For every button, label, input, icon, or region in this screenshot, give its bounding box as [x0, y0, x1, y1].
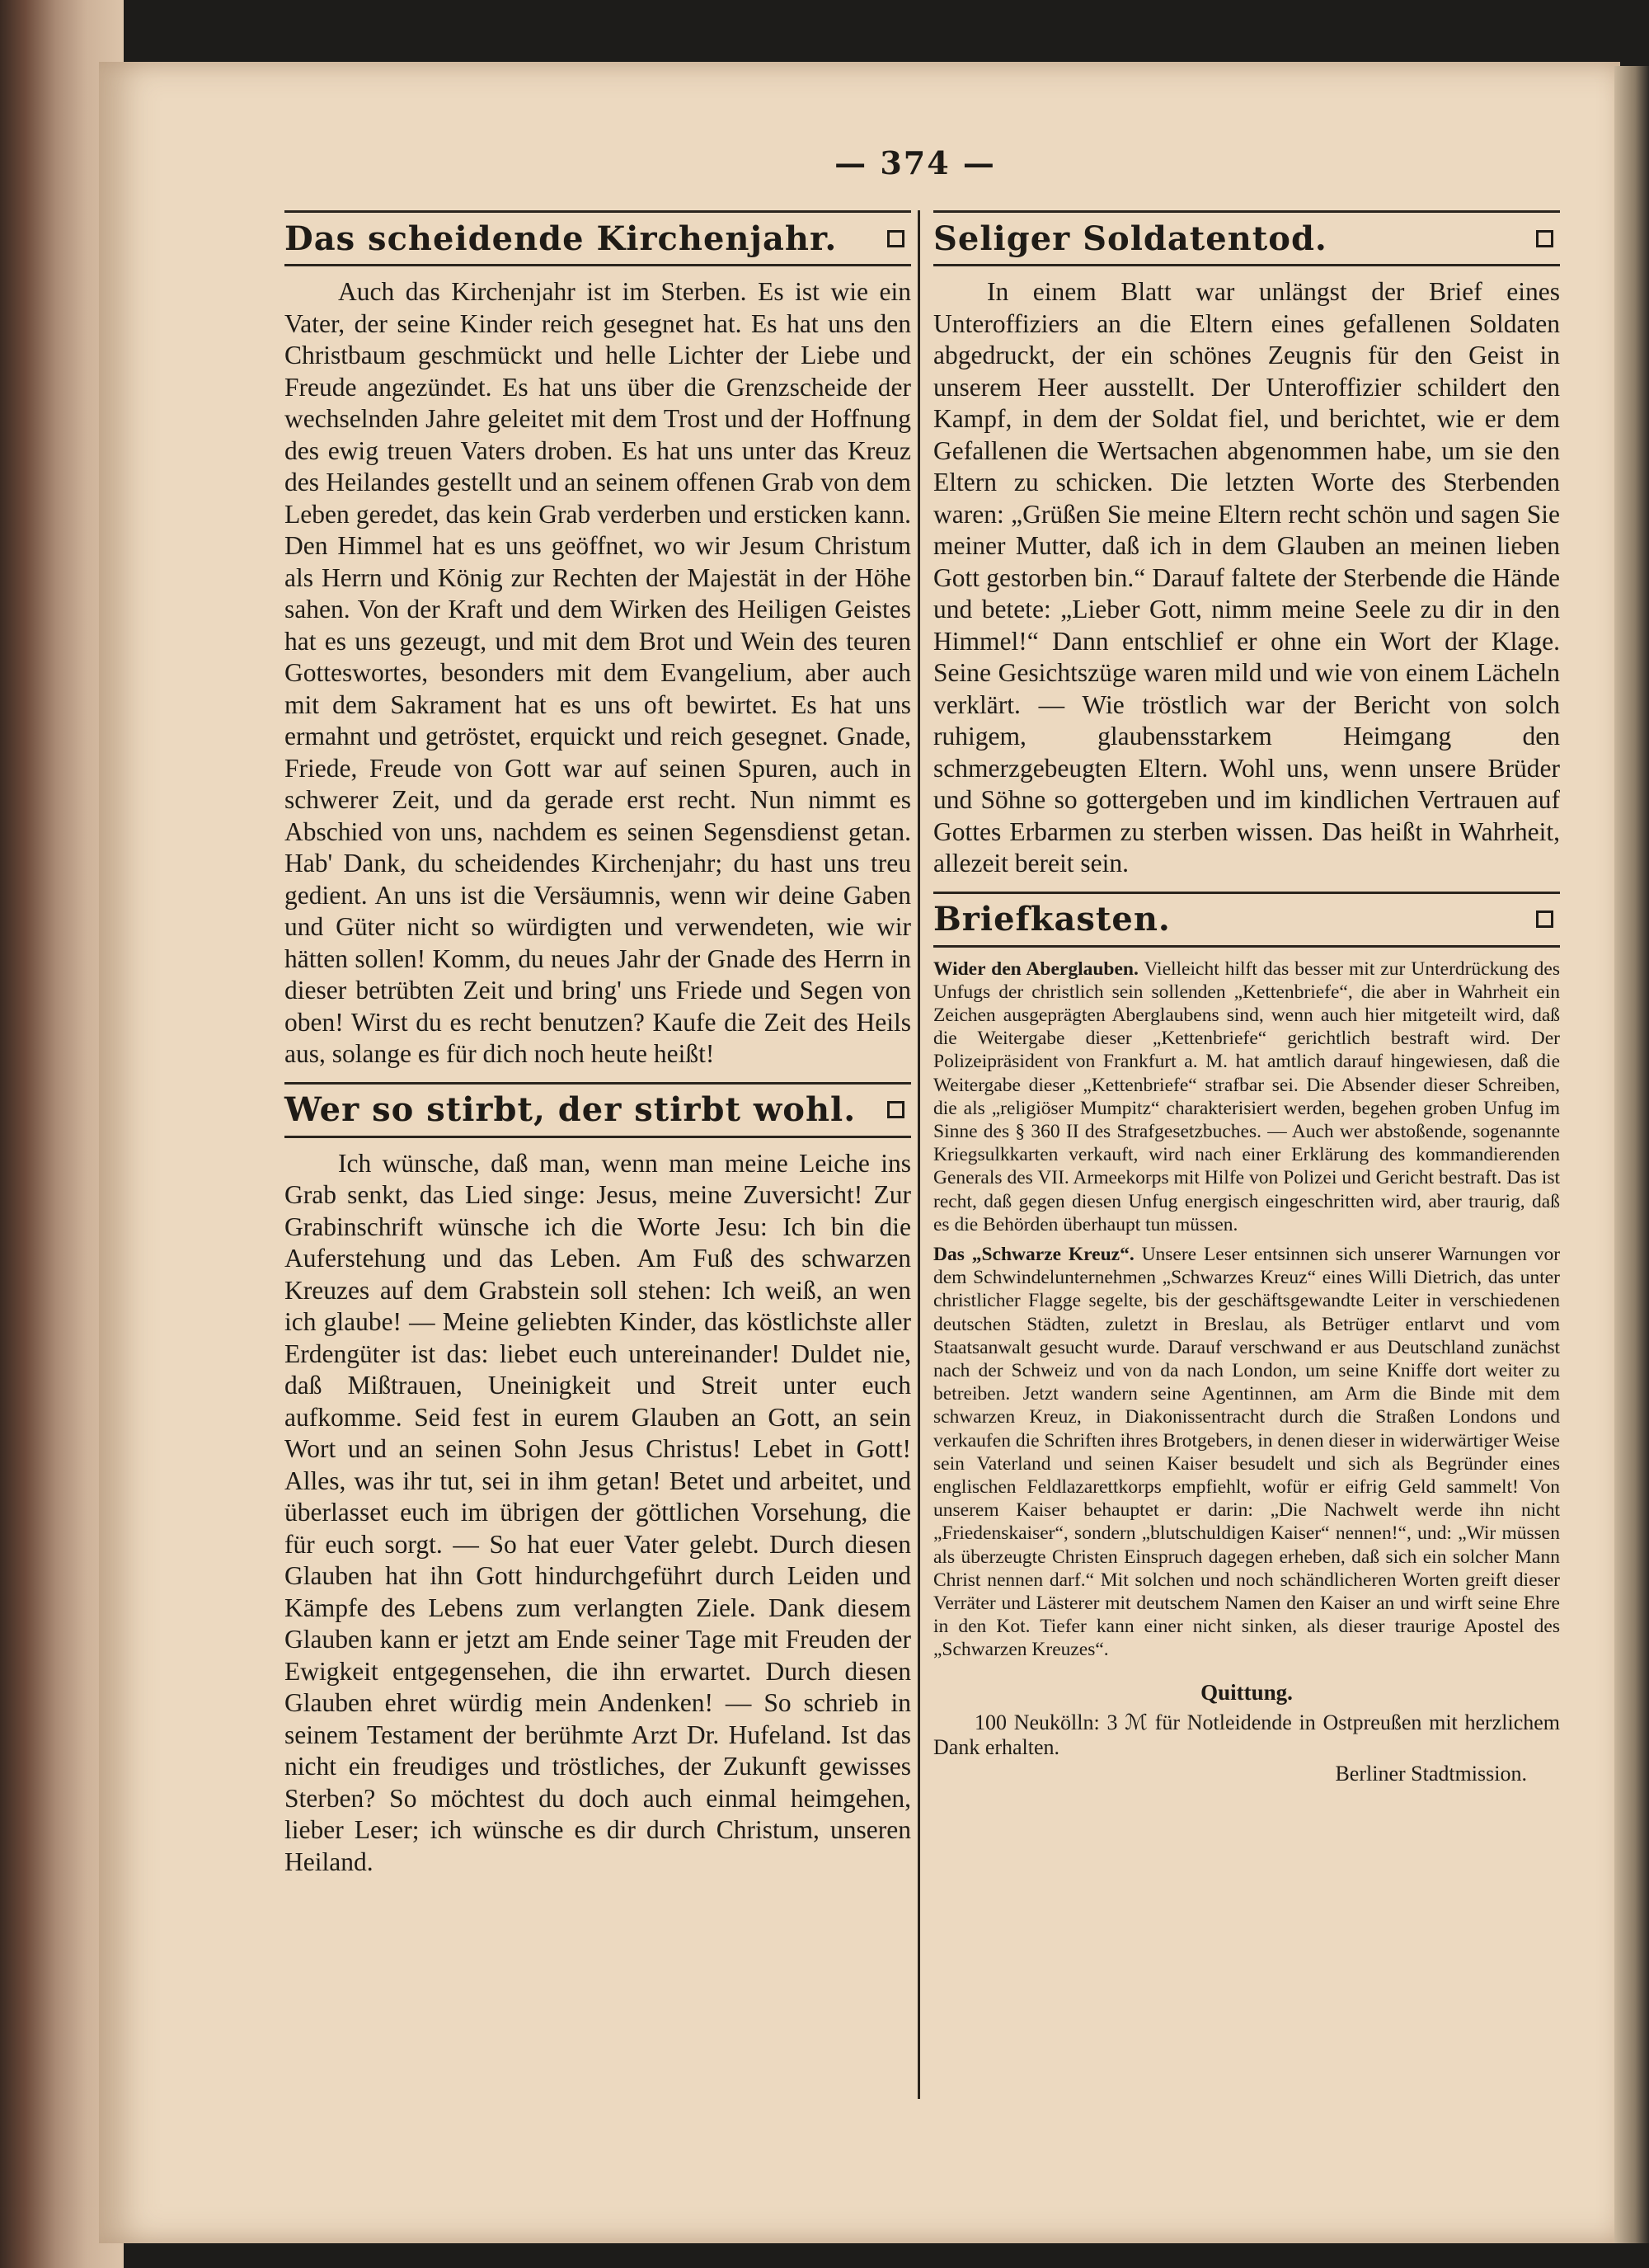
section-title: Das scheidende Kirchenjahr.: [284, 219, 838, 258]
letter-item-lead: Das „Schwarze Kreuz“.: [933, 1243, 1135, 1265]
square-icon: [887, 1101, 904, 1118]
receipt-title: Quittung.: [1200, 1679, 1293, 1705]
page-edge: [1614, 66, 1649, 2243]
section-header: [284, 210, 911, 266]
section-title: Wer so stirbt, der stirbt wohl.: [284, 1090, 857, 1129]
letter-item-text: Unsere Leser entsinnen sich unserer Warnungen vor dem Schwindelunternehmen „Schwarzes Kreuz“ eines Willi Dietrich, das unter christlicher Flagge segelte, bis der geschäftsgewandte Leiter in verschiedenen deutschen Städten, zuletzt in Breslau, als Betrüger entlarvt und vom Staatsanwalt gesucht wurde. Darauf verschwand er aus Deutschland zunächst nach der Schweiz und von da nach London, um seine Kniffe dort weiter zu betreiben. Jetzt wandern seine Agentinnen, am Arm die Binde mit dem schwarzen Kreuz, in Diakonissentracht durch die Straßen Londons und verkaufen die Schriften ihres Brotgebers, in denen dieser in widerwärtiger Weise sein Vaterland und seinen Kaiser besudelt und sich als Begründer eines englischen Feldlazarettkorps empfiehlt, wofür er eifrig Geld sammelt! Von unserem Kaiser behauptet er darin: „Die Nachwelt werde ihn nicht „Friedenskaiser“, sondern „blutschuldigen Kaiser“ nennen!“, und: „Wir müssen als überzeugte Christen Einspruch dagegen erheben, daß sich ein solcher Mann Christ nennen darf.“ Mit solchen und noch schändlicheren Worten greift dieser Verräter und Lästerer mit deutschem Namen den Kaiser an und wirft seine Ehre in den Kot. Tiefer kann einer nicht sinken, als dieser traurige Apostel des „Schwarzen Kreuzes“.: [933, 1243, 1561, 1661]
section-header: [933, 892, 1560, 948]
section-header: [284, 1082, 911, 1138]
letter-item: [933, 958, 1560, 1236]
left-column: [284, 210, 911, 1889]
section-title: Briefkasten.: [933, 900, 1171, 939]
letter-item-text: Vielleicht hilft das besser mit zur Unterdrückung des Unfugs der christlich sein sollenden „Kettenbriefe“, die aber in Wahrheit ein Zeichen ausgeprägten Aberglaubens sind, wenn auch hier mitgeteilt wird, daß die Weitergabe dieser „Kettenbriefe“ gerichtlich bestraft wird. Der Polizeipräsident von Frankfurt a. M. hat amtlich darauf hingewiesen, daß die Weitergabe dieser „Kettenbriefe“ strafbar sei. Die Absender dieser Schreiben, die als „religiöser Mumpitz“ charakterisiert werden, begehen groben Unfug im Sinne des § 360 II des Strafgesetzbuches. — Auch wer abstoßende, sogenannte Kriegsulkkarten verkauft, wird nach einer Erklärung des kommandierenden Generals des VII. Armeekorps mit Hilfe von Polizei und Gericht bestraft. Das ist recht, daß gegen diesen Unfug energisch eingeschritten wird, aber traurig, daß es die Behörden überhaupt tun müssen.: [933, 958, 1561, 1235]
page-number: — 374 —: [834, 144, 996, 181]
section-title: Seliger Soldatentod.: [933, 219, 1327, 258]
letter-item-lead: Wider den Aberglauben.: [933, 958, 1139, 980]
column-divider: [918, 210, 920, 2099]
article-text: Auch das Kirchenjahr ist im Sterben. Es ist wie ein Vater, der seine Kinder reich gesegnet hat. Es hat uns den Christbaum geschmückt und helle Lichter der Liebe und Freude angezündet. Es hat uns über die Grenzscheide der wechselnden Jahre geleitet mit dem Trost und der Hoffnung des ewig treuen Vaters droben. Es hat uns unter das Kreuz des Heilandes gestellt und an seinem offenen Grab von dem Leben geredet, das kein Grab verderben und ersticken kann. Den Himmel hat es uns geöffnet, wo wir Jesum Christum als Herrn und König zur Rechten der Majestät in der Höhe sahen. Von der Kraft und dem Wirken des Heiligen Geistes hat es uns gezeugt, und mit dem Brot und Wein des teuren Gotteswortes, besonders mit dem Evangelium, aber auch mit dem Sakrament hat es uns oft bewirtet. Es hat uns ermahnt und getröstet, erquickt und reich gesegnet. Gnade, Friede, Freude von Gott war auf seinen Spuren, auch in schwerer Zeit, und da gerade erst recht. Nun nimmt es Abschied von uns, nachdem es seinen Segensdienst getan. Hab' Dank, du scheidendes Kirchenjahr; du hast uns treu gedient. An uns ist die Versäumnis, wenn wir deine Gaben und Güter nicht so würdigten und verwendeten, wie wir hätten sollen! Komm, du neues Jahr der Gnade des Herrn in dieser betrübten Zeit und bring' uns Friede und Segen von oben! Wirst du es recht benutzen? Kaufe die Zeit des Heils aus, solange es für dich noch heute heißt!: [284, 277, 911, 1068]
article-text: In einem Blatt war unlängst der Brief eines Unteroffiziers an die Eltern eines gefallenen Soldaten abgedruckt, der ein schönes Zeugnis für den Geist in unserem Heer ausstellt. Der Unteroffizier schildert den Kampf, in dem der Soldat fiel, und berichtet, wie er dem Gefallenen die Wertsachen abgenommen habe, um sie den Eltern zu schicken. Die letzten Worte des Sterbenden waren: „Grüßen Sie meine Eltern recht schön und sagen Sie meiner Mutter, daß ich in dem Glauben an meinen lieben Gott gestorben bin.“ Darauf faltete der Sterbende die Hände und betete: „Lieber Gott, nimm meine Seele zu dir in den Himmel!“ Dann entschlief er ohne ein Wort der Klage. Seine Gesichtszüge waren mild und wie von einem Lächeln verklärt. — Wie tröstlich war der Bericht von solch ruhigem, glaubensstarkem Heimgang den schmerzgebeugten Eltern. Wohl uns, wenn unsere Brüder und Söhne so gottergeben und im kindlichen Vertrauen auf Gottes Erbarmen zu sterben wissen. Das heißt in Wahrheit, allezeit bereit sein.: [933, 277, 1560, 878]
receipt-text: 100 Neukölln: 3 ℳ für Notleidende in Ostpreußen mit herzlichem Dank erhalten.: [933, 1710, 1560, 1759]
square-icon: [1536, 230, 1553, 247]
square-icon: [887, 230, 904, 247]
right-column: [933, 210, 1560, 1788]
section-header: [933, 210, 1560, 266]
square-icon: [1536, 910, 1553, 928]
letter-item: [933, 1243, 1560, 1662]
receipt-signature: Berliner Stadtmission.: [1335, 1761, 1527, 1786]
article-text: Ich wünsche, daß man, wenn man meine Leiche ins Grab senkt, das Lied singe: Jesus, meine Zuversicht! Zur Grabinschrift wünsche ich die Worte Jesu: Ich bin die Auferstehung und das Leben. Am Fuß des schwarzen Kreuzes auf dem Grabstein soll stehen: Ich weiß, an wen ich glaube! — Meine geliebten Kinder, das köstlichste aller Erdengüter ist das: liebet euch untereinander! Duldet nie, daß Mißtrauen, Uneinigkeit und Streit unter euch aufkomme. Seid fest in eurem Glauben an Gott, an sein Wort und an seinen Sohn Jesus Christus! Lebet in Gott! Alles, was ihr tut, sei in ihm getan! Betet und arbeitet, und überlasset euch im übrigen der göttlichen Vorsehung, die für euch sorgt. — So hat euer Vater gelebt. Durch diesen Glauben hat ihn Gott hindurchgeführt durch Leiden und Kämpfe des Lebens zum verlangten Ziele. Dank diesem Glauben kann er jetzt am Ende seiner Tage mit Freuden der Ewigkeit entgegensehen, die ihn erwartet. Durch diesen Glauben ehret würdig mein Andenken! — So schrieb in seinem Testament der berühmte Arzt Dr. Hufeland. Ist das nicht ein freudiges und tröstliches, der Zukunft gewisses Sterben? So möchtest du doch auch einmal heimgehen, lieber Leser; ich wünsche es dir durch Christum, unseren Heiland.: [284, 1148, 911, 1876]
